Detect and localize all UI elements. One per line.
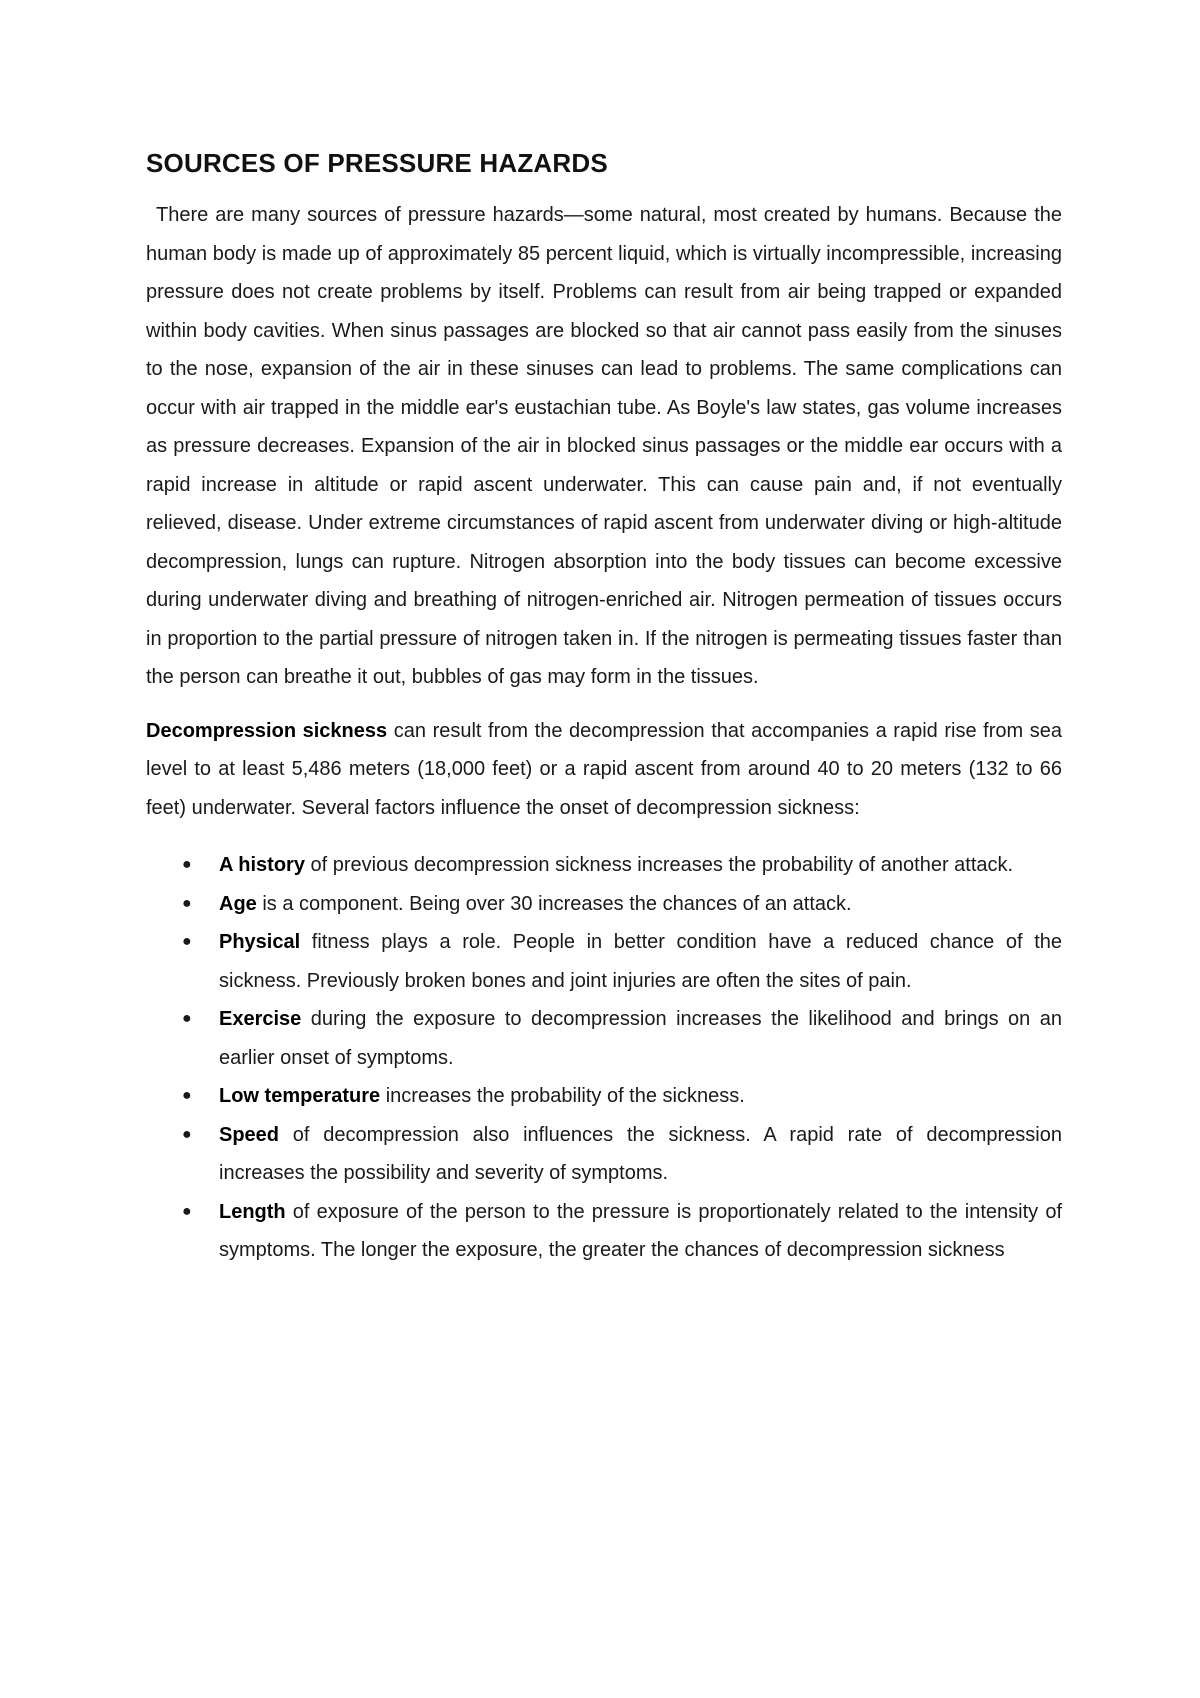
- document-page: [146, 146, 1062, 1270]
- list-item-history: [146, 846, 1062, 885]
- factor-text: of previous decompression sickness increases the probability of another attack.: [304, 854, 1014, 876]
- factor-term: Speed: [219, 1123, 280, 1146]
- list-item-physical: [146, 923, 1062, 1000]
- list-item-length: [146, 1193, 1062, 1270]
- factor-term: Low temperature: [219, 1085, 381, 1107]
- bullet-icon: ●: [182, 894, 192, 912]
- list-item-low-temperature: [146, 1077, 1062, 1116]
- bullet-icon: ●: [182, 1202, 192, 1220]
- list-item-speed: [146, 1116, 1062, 1193]
- factor-text: increases the probability of the sickness.: [380, 1085, 745, 1107]
- factor-text: of decompression also influences the sickness. A rapid rate of decompression increases the possibility and severity of symptoms.: [219, 1123, 1062, 1184]
- factor-term: Physical: [219, 931, 301, 953]
- decompression-text: can result from the decompression that accompanies a rapid rise from sea level to at least 5,486 meters (18,000 feet) or a rapid ascent from around 40 to 20 meters (132 to 66 feet) underwater. Several factors influence the onset of decompression sickness:: [146, 719, 1063, 819]
- factor-term: Age: [219, 892, 257, 915]
- factor-text: of exposure of the person to the pressure is proportionately related to the intensity of symptoms. The longer the exposure, the greater the chances of decompression sickness: [219, 1200, 1062, 1261]
- factor-list: [146, 846, 1062, 1270]
- list-item-exercise: [146, 1000, 1062, 1077]
- factor-term: Length: [219, 1200, 286, 1223]
- bullet-icon: ●: [182, 1125, 192, 1143]
- list-item-age: [146, 885, 1062, 924]
- factor-text: during the exposure to decompression increases the likelihood and brings on an earlier onset of symptoms.: [219, 1008, 1062, 1069]
- factor-text: fitness plays a role. People in better condition have a reduced chance of the sickness. Previously broken bones and joint injuries are often the sites of pain.: [219, 931, 1062, 992]
- decompression-term: Decompression sickness: [146, 719, 388, 742]
- intro-paragraph: There are many sources of pressure hazards—some natural, most created by humans. Because the human body is made up of approximately 85 percent liquid, which is virtually incompressible, increasing pressure does not create problems by itself. Problems can result from air being trapped or expanded within body cavities. When sinus passages are blocked so that air cannot pass easily from the sinuses to the nose, expansion of the air in these sinuses can lead to problems. The same complications can occur with air trapped in the middle ear's eustachian tube. As Boyle's law states, gas volume increases as pressure decreases. Expansion of the air in blocked sinus passages or the middle ear occurs with a rapid increase in altitude or rapid ascent underwater. This can cause pain and, if not eventually relieved, disease. Under extreme circumstances of rapid ascent from underwater diving or high-altitude decompression, lungs can rupture. Nitrogen absorption into the body tissues can become excessive during underwater diving and breathing of nitrogen-enriched air. Nitrogen permeation of tissues occurs in proportion to the partial pressure of nitrogen taken in. If the nitrogen is permeating tissues faster than the person can breathe it out, bubbles of gas may form in the tissues.: [146, 204, 1062, 688]
- decompression-paragraph: [146, 712, 1062, 828]
- bullet-icon: ●: [182, 1010, 192, 1027]
- factor-term: Exercise: [219, 1008, 302, 1030]
- factor-text: is a component. Being over 30 increases the chances of an attack.: [256, 892, 852, 915]
- factor-term: A history: [219, 854, 305, 876]
- bullet-icon: ●: [182, 1087, 192, 1104]
- bullet-icon: ●: [182, 856, 192, 873]
- page-title: SOURCES OF PRESSURE HAZARDS: [146, 148, 608, 178]
- bullet-icon: ●: [182, 933, 192, 950]
